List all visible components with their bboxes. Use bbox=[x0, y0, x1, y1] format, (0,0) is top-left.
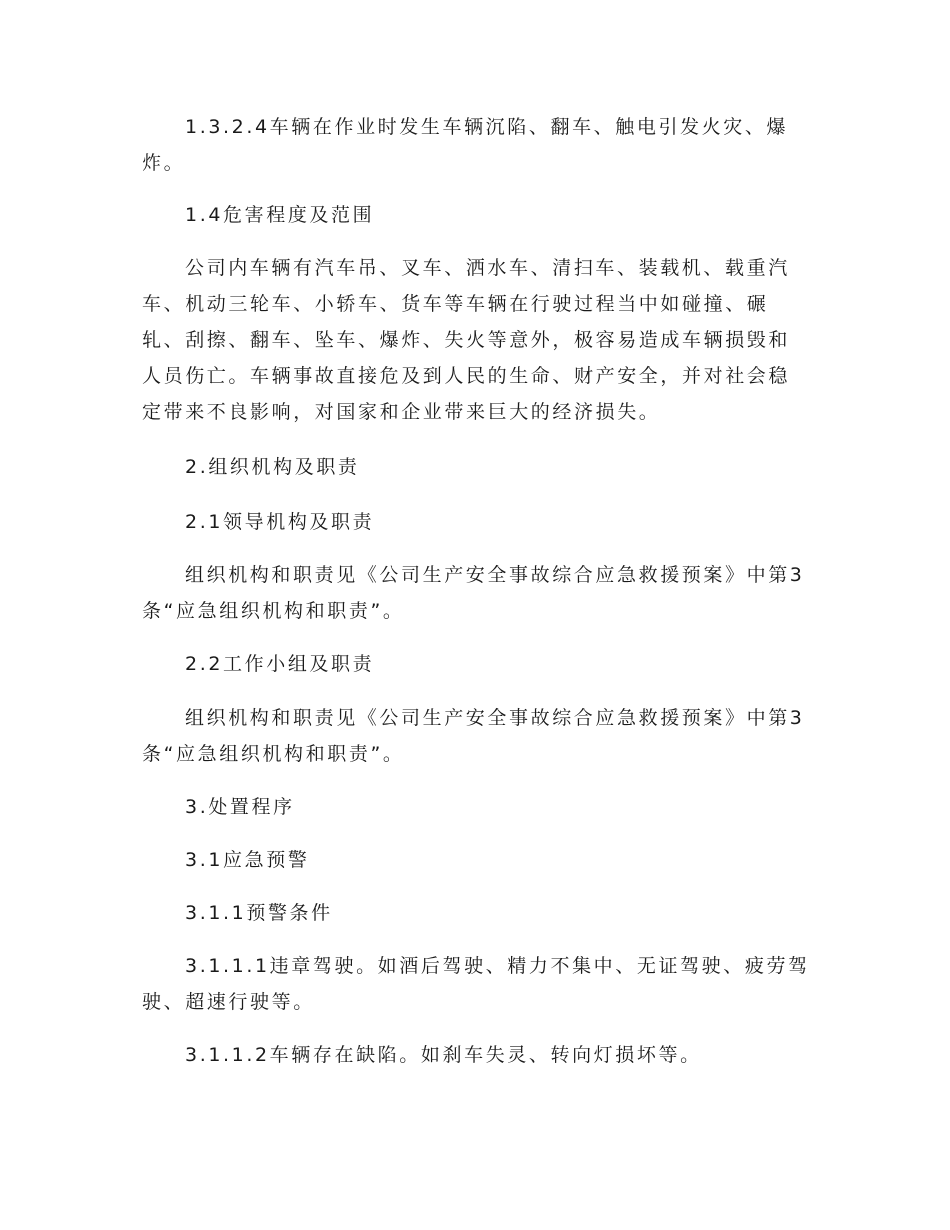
text-line: 炸。 bbox=[142, 152, 186, 174]
heading-2-1 bbox=[142, 504, 812, 540]
heading-3-1 bbox=[142, 842, 812, 878]
text-line: 2.组织机构及职责 bbox=[185, 456, 360, 478]
text-line: 3.1.1预警条件 bbox=[185, 902, 333, 924]
text-line: 条“应急组织机构和职责”。 bbox=[142, 600, 405, 622]
text-line: 公司内车辆有汽车吊、叉车、洒水车、清扫车、装载机、载重汽 bbox=[185, 257, 790, 279]
heading-2-2 bbox=[142, 646, 812, 682]
text-line: 1.4危害程度及范围 bbox=[185, 204, 375, 226]
paragraph-2-2-body bbox=[142, 700, 812, 772]
text-line: 组织机构和职责见《公司生产安全事故综合应急救援预案》中第3 bbox=[185, 564, 805, 586]
text-line: 组织机构和职责见《公司生产安全事故综合应急救援预案》中第3 bbox=[185, 707, 805, 729]
text-line: 人员伤亡。车辆事故直接危及到人民的生命、财产安全，并对社会稳 bbox=[142, 365, 791, 387]
heading-1-4 bbox=[142, 197, 812, 233]
text-line: 3.处置程序 bbox=[185, 796, 295, 818]
heading-2 bbox=[142, 449, 812, 485]
text-line: 条“应急组织机构和职责”。 bbox=[142, 743, 405, 765]
paragraph-hazard-scope bbox=[142, 250, 812, 430]
text-line: 驶、超速行驶等。 bbox=[142, 991, 315, 1013]
text-line: 2.2工作小组及职责 bbox=[185, 653, 375, 675]
text-line: 1.3.2.4车辆在作业时发生车辆沉陷、翻车、触电引发火灾、爆 bbox=[185, 116, 789, 138]
text-line: 2.1领导机构及职责 bbox=[185, 511, 375, 533]
paragraph-1-3-2-4 bbox=[142, 109, 812, 181]
text-line: 车、机动三轮车、小轿车、货车等车辆在行驶过程当中如碰撞、碾 bbox=[142, 293, 769, 315]
heading-3-1-1 bbox=[142, 895, 812, 931]
paragraph-3-1-1-2 bbox=[142, 1037, 812, 1073]
text-line: 3.1应急预警 bbox=[185, 849, 310, 871]
heading-3 bbox=[142, 789, 812, 825]
text-line: 3.1.1.1违章驾驶。如酒后驾驶、精力不集中、无证驾驶、疲劳驾 bbox=[185, 955, 810, 977]
text-line: 3.1.1.2车辆存在缺陷。如刹车失灵、转向灯损坏等。 bbox=[185, 1044, 702, 1066]
paragraph-3-1-1-1 bbox=[142, 948, 812, 1020]
paragraph-2-1-body bbox=[142, 557, 812, 629]
text-line: 定带来不良影响，对国家和企业带来巨大的经济损失。 bbox=[142, 401, 661, 423]
text-line: 轧、刮擦、翻车、坠车、爆炸、失火等意外，极容易造成车辆损毁和 bbox=[142, 329, 791, 351]
